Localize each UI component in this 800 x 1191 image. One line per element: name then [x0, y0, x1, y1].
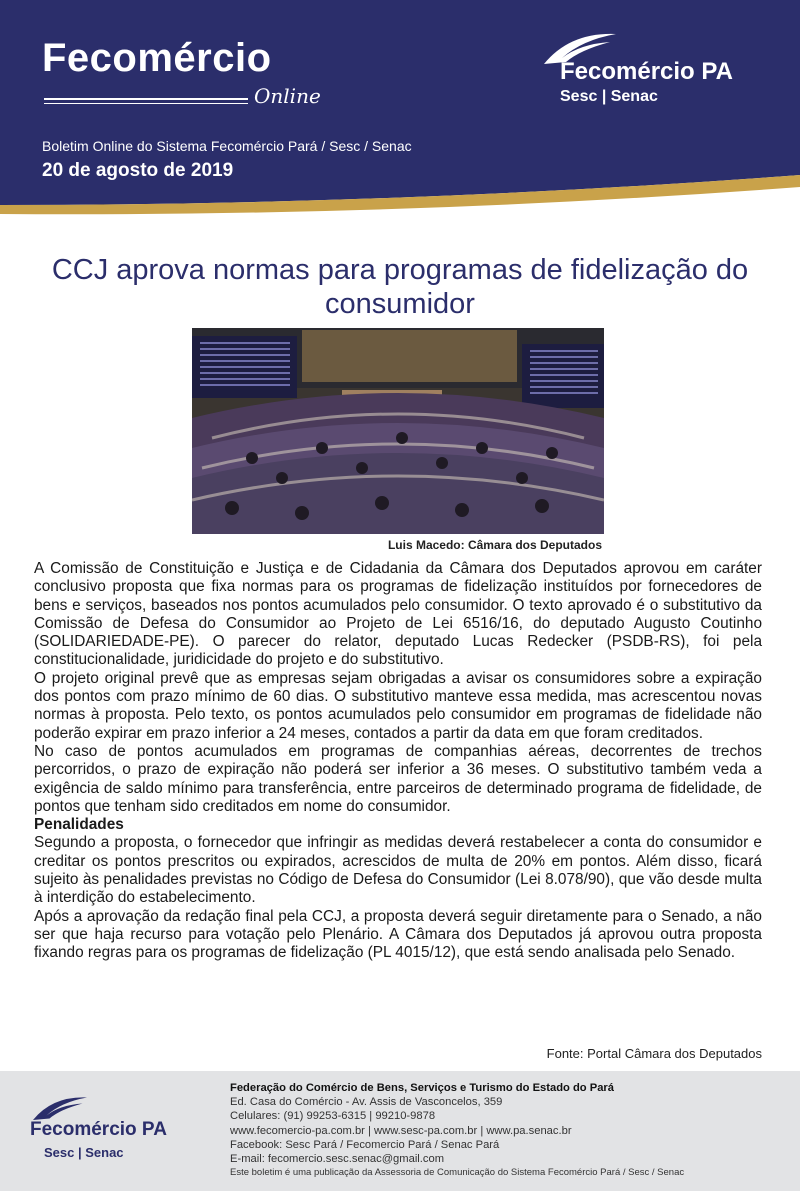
bulletin-label: Boletim Online do Sistema Fecomércio Pará / Sesc / Senac: [42, 138, 412, 154]
article-title: CCJ aprova normas para programas de fidelização do consumidor: [51, 254, 749, 320]
article-paragraph: A Comissão de Constituição e Justiça e de Cidadania da Câmara dos Deputados aprovou em caráter conclusivo proposta que fixa normas para os programas de fidelização instituídos por fornecedores de bens e serviços, baseados nos pontos acumulados pelo consumidor. O texto aprovado é o substitutivo da Comissão de Defesa do Consumidor ao Projeto de Lei 6516/16, do deputado Augusto Coutinho (SOLIDARIEDADE-PE). O parecer do relator, deputado Lucas Redecker (PSDB-RS), foi pela constitucionalidade, juridicidade do projeto e do substitutivo.: [34, 560, 762, 669]
footer: [0, 1071, 800, 1191]
article-paragraph: Após a aprovação da redação final pela CCJ, a proposta deverá seguir diretamente para o Senado, a não ser que haja recurso para votação pelo Plenário. A Câmara dos Deputados já aprovou outra proposta fixando regras para os programas de fidelização (PL 4015/12), que está sendo analisada pelo Senado.: [34, 907, 762, 962]
footer-contact-info: [230, 1081, 790, 1180]
article-paragraph: O projeto original prevê que as empresas sejam obrigadas a avisar os consumidores sobre a expiração dos pontos com prazo mínimo de 60 dias. O substitutivo manteve essa medida, mas acrescentou novas normas à proposta. Pelo texto, os pontos acumulados pelo consumidor em programas de fidelidade não poderão expirar em prazo inferior a 24 meses, contados a partir da data em que foram creditados.: [34, 669, 762, 742]
brand-subtitle: Online: [254, 84, 321, 108]
footer-phones: Celulares: (91) 99253-6315 | 99210-9878: [230, 1110, 436, 1123]
logo-sub: Sesc | Senac: [560, 88, 658, 105]
footer-logo: [30, 1093, 220, 1173]
footer-address: Ed. Casa do Comércio - Av. Assis de Vasconcelos, 359: [230, 1096, 503, 1109]
brand-title: Fecomércio: [42, 36, 272, 80]
footer-note: Este boletim é uma publicação da Assessoria de Comunicação do Sistema Fecomércio Pará / Sesc / Senac: [230, 1167, 685, 1179]
photo-caption: Luis Macedo: Câmara dos Deputados: [387, 538, 602, 552]
brand-underline-thin: [44, 103, 248, 104]
fecomercio-pa-logo: [540, 28, 770, 118]
article-body: [34, 560, 762, 963]
bulletin-date: 20 de agosto de 2019: [42, 160, 234, 181]
logo-name: Fecomércio PA: [560, 58, 733, 85]
article-source: Fonte: Portal Câmara dos Deputados: [546, 1046, 762, 1061]
footer-email[interactable]: E-mail: fecomercio.sesc.senac@gmail.com: [230, 1153, 445, 1166]
footer-websites[interactable]: www.fecomercio-pa.com.br | www.sesc-pa.com.br | www.pa.senac.br: [230, 1124, 572, 1137]
footer-logo-sub: Sesc | Senac: [44, 1145, 124, 1160]
footer-org-name: Federação do Comércio de Bens, Serviços e Turismo do Estado do Pará: [230, 1082, 615, 1094]
article-paragraph: Segundo a proposta, o fornecedor que infringir as medidas deverá restabelecer a conta do consumidor e creditar os pontos prescritos ou expirados, acrescidos de multa de 20% em pontos. Além disso, ficará sujeito às penalidades previstas no Código de Defesa do Consumidor (Lei 8.078/90), que vão desde multa à interdição do estabelecimento.: [34, 834, 762, 907]
article-paragraph: No caso de pontos acumulados em programas de companhias aéreas, decorrentes de trechos percorridos, o prazo de expiração não poderá ser inferior a 36 meses. O substitutivo também veda a exigência de saldo mínimo para transferência, entre parceiros de determinado programa de fidelidade, de pontos que tenham sido creditados em nome do consumidor.: [34, 742, 762, 815]
header-banner: [0, 0, 800, 235]
footer-logo-name: Fecomércio PA: [30, 1119, 167, 1140]
brand-underline: [44, 98, 248, 100]
section-heading: Penalidades: [34, 816, 124, 834]
chamber-photo: [192, 328, 604, 534]
footer-facebook: Facebook: Sesc Pará / Fecomercio Pará / Senac Pará: [230, 1138, 500, 1151]
